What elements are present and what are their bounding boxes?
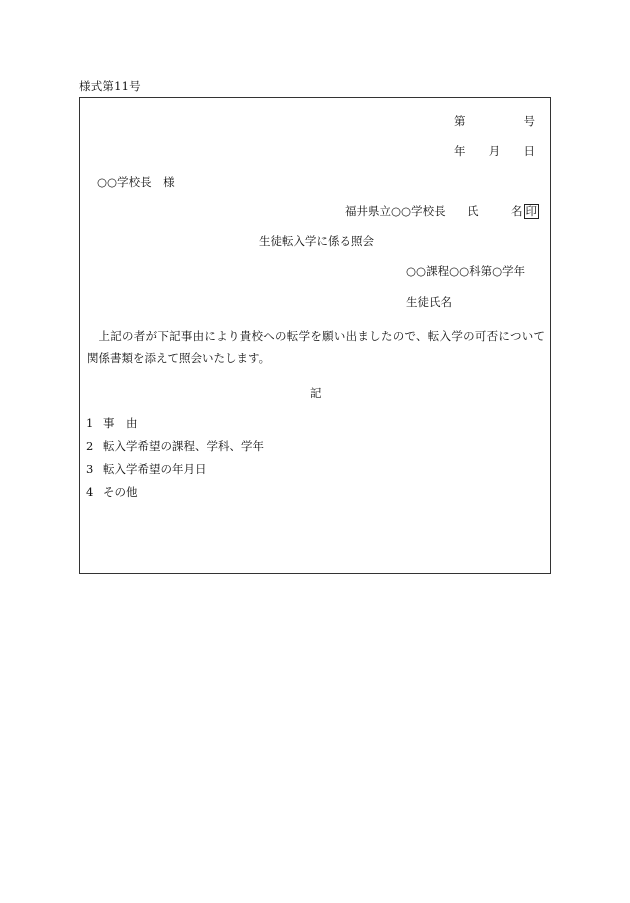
addressee: ○○学校長 様: [97, 175, 175, 189]
sender-name-left: 氏: [467, 204, 479, 218]
date-month: 月: [488, 144, 501, 158]
form-number: 様式第11号: [79, 79, 141, 93]
list-item: [86, 418, 138, 430]
sender-name-right-wrap: [511, 204, 539, 219]
list-item-number: 2: [86, 439, 94, 453]
list-item-label: 転入学希望の年月日: [103, 462, 207, 476]
document-number: [454, 116, 535, 128]
date-year: 年: [454, 144, 466, 158]
document-frame: [79, 97, 551, 574]
document-date: [454, 146, 535, 158]
student-name-label: 生徒氏名: [406, 295, 452, 309]
list-item-number: 1: [86, 416, 94, 430]
ki-heading: 記: [310, 386, 322, 400]
document-title: 生徒転入学に係る照会: [259, 234, 374, 248]
list-item: [86, 441, 264, 453]
sender-name-right: 名: [511, 204, 523, 218]
list-item-number: 4: [86, 485, 94, 499]
list-item: [86, 487, 138, 499]
seal-mark: 印: [525, 204, 537, 218]
date-day: 日: [523, 144, 535, 158]
sender-affiliation: 福井県立○○学校長: [345, 204, 446, 218]
course-line: ○○課程○○科第○学年: [406, 264, 526, 278]
list-item-label: 転入学希望の課程、学科、学年: [103, 439, 264, 453]
list-item-label: その他: [103, 485, 138, 499]
body-text: 上記の者が下記事由により貴校への転学を願い出ましたので、転入学の可否について関係書類を添えて照会いたします。: [87, 329, 545, 365]
list-item: [86, 464, 207, 476]
list-item-label: 事 由: [103, 416, 138, 430]
list-item-number: 3: [86, 462, 94, 476]
document-number-suffix: 号: [523, 114, 535, 128]
document-number-prefix: 第: [454, 114, 466, 128]
